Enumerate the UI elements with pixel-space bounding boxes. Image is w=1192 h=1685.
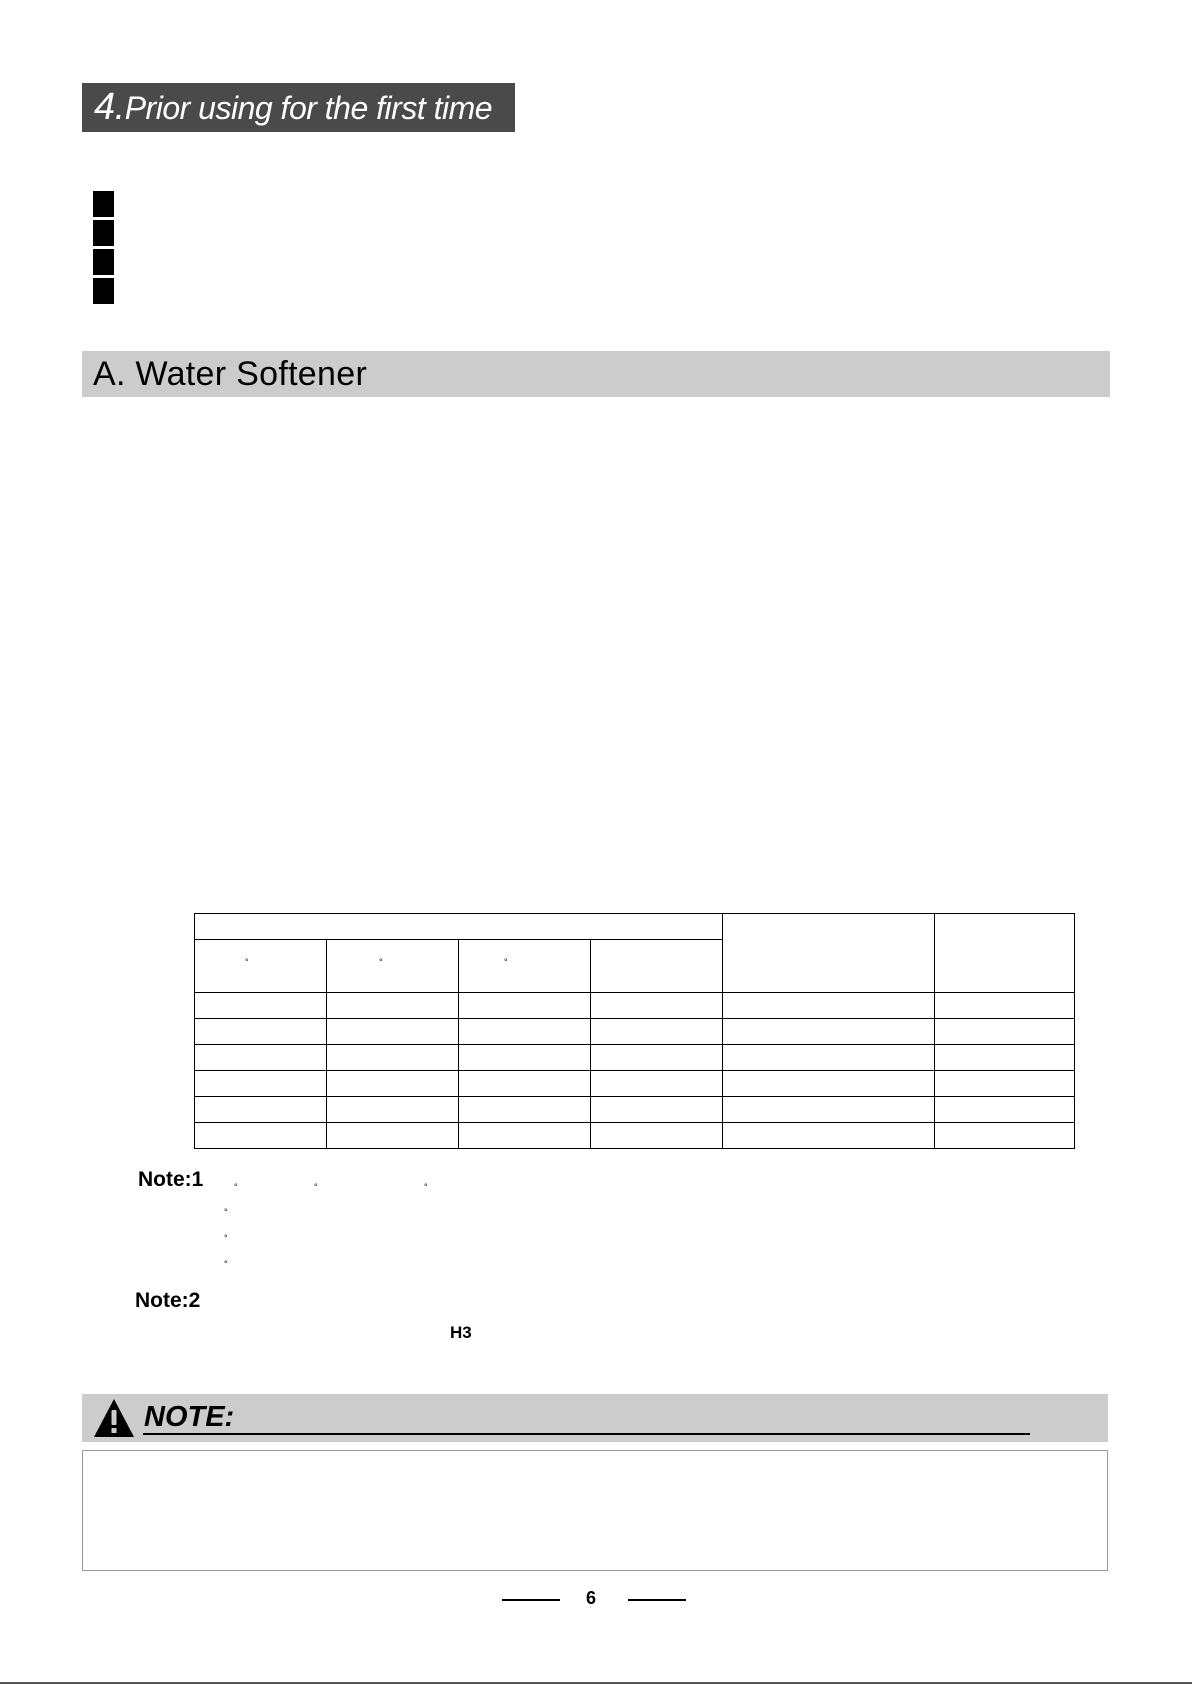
table-cell	[935, 1045, 1075, 1071]
note-heading: NOTE:	[144, 1401, 235, 1433]
table-cell	[591, 1019, 723, 1045]
table-cell	[935, 1071, 1075, 1097]
table-cell	[327, 1071, 459, 1097]
table-cell	[195, 1019, 327, 1045]
table-row	[195, 1097, 1075, 1123]
page-number: 6	[586, 1588, 597, 1608]
table-cell	[935, 993, 1075, 1019]
table-cell	[195, 1097, 327, 1123]
table-cell	[723, 1045, 935, 1071]
table-header-cell	[935, 914, 1075, 993]
table-cell	[195, 993, 327, 1019]
bullet-square	[93, 191, 114, 217]
section-banner	[82, 83, 515, 132]
degree-mark: °	[245, 956, 249, 967]
degree-mark: °	[379, 956, 383, 967]
table-cell	[459, 1071, 591, 1097]
note-content-box	[82, 1450, 1108, 1571]
page-number-rule-left	[502, 1599, 560, 1601]
degree-mark: °	[234, 1182, 238, 1192]
table-cell	[327, 1097, 459, 1123]
table-cell	[723, 1097, 935, 1123]
table-row	[195, 1045, 1075, 1071]
water-softener-heading: A. Water Softener	[93, 355, 368, 393]
table-cell	[591, 1123, 723, 1149]
note1-label: Note:1	[138, 1168, 204, 1191]
section-title: Prior using for the first time	[124, 90, 493, 126]
table-subheader-cell	[327, 940, 459, 993]
table-subheader-cell	[195, 940, 327, 993]
table-cell	[723, 993, 935, 1019]
section-number: 4.	[94, 86, 125, 128]
table-cell	[459, 1097, 591, 1123]
table-cell	[195, 1045, 327, 1071]
bullet-square	[93, 249, 114, 275]
table-cell	[459, 1123, 591, 1149]
table-cell	[327, 1045, 459, 1071]
table-cell	[935, 1097, 1075, 1123]
table-row	[195, 1071, 1075, 1097]
table-header-row	[195, 914, 1075, 940]
table-cell	[195, 1071, 327, 1097]
table-cell	[591, 1097, 723, 1123]
note2-label: Note:2	[135, 1289, 201, 1312]
table-row	[195, 1123, 1075, 1149]
table-cell	[327, 1019, 459, 1045]
note-underline	[143, 1433, 1030, 1435]
table-cell	[195, 1123, 327, 1149]
table-row	[195, 1019, 1075, 1045]
table-header-cell	[195, 914, 723, 940]
table-subheader-cell	[591, 940, 723, 993]
table-row	[195, 993, 1075, 1019]
table-cell	[459, 1019, 591, 1045]
degree-mark: °	[424, 1182, 428, 1192]
table-cell	[723, 1071, 935, 1097]
bullet-square	[93, 278, 114, 304]
table-cell	[591, 1071, 723, 1097]
table-cell	[591, 993, 723, 1019]
degree-mark: °	[224, 1259, 228, 1269]
table-cell	[723, 1123, 935, 1149]
warning-triangle-icon	[93, 1398, 135, 1438]
table-cell	[591, 1045, 723, 1071]
degree-mark: °	[224, 1233, 228, 1243]
degree-mark: °	[314, 1182, 318, 1192]
table-cell	[935, 1019, 1075, 1045]
table-cell	[459, 1045, 591, 1071]
table-cell	[327, 993, 459, 1019]
table-cell	[327, 1123, 459, 1149]
bullet-square	[93, 220, 114, 246]
table-cell	[935, 1123, 1075, 1149]
degree-mark: °	[504, 956, 508, 967]
bottom-rule	[0, 1682, 1192, 1684]
table-header-cell	[723, 914, 935, 993]
table-subheader-cell	[459, 940, 591, 993]
table-cell	[459, 993, 591, 1019]
h3-label: H3	[450, 1323, 472, 1342]
page-number-rule-right	[628, 1599, 686, 1601]
degree-mark: °	[224, 1207, 228, 1217]
hardness-table	[194, 913, 1075, 1149]
table-cell	[723, 1019, 935, 1045]
